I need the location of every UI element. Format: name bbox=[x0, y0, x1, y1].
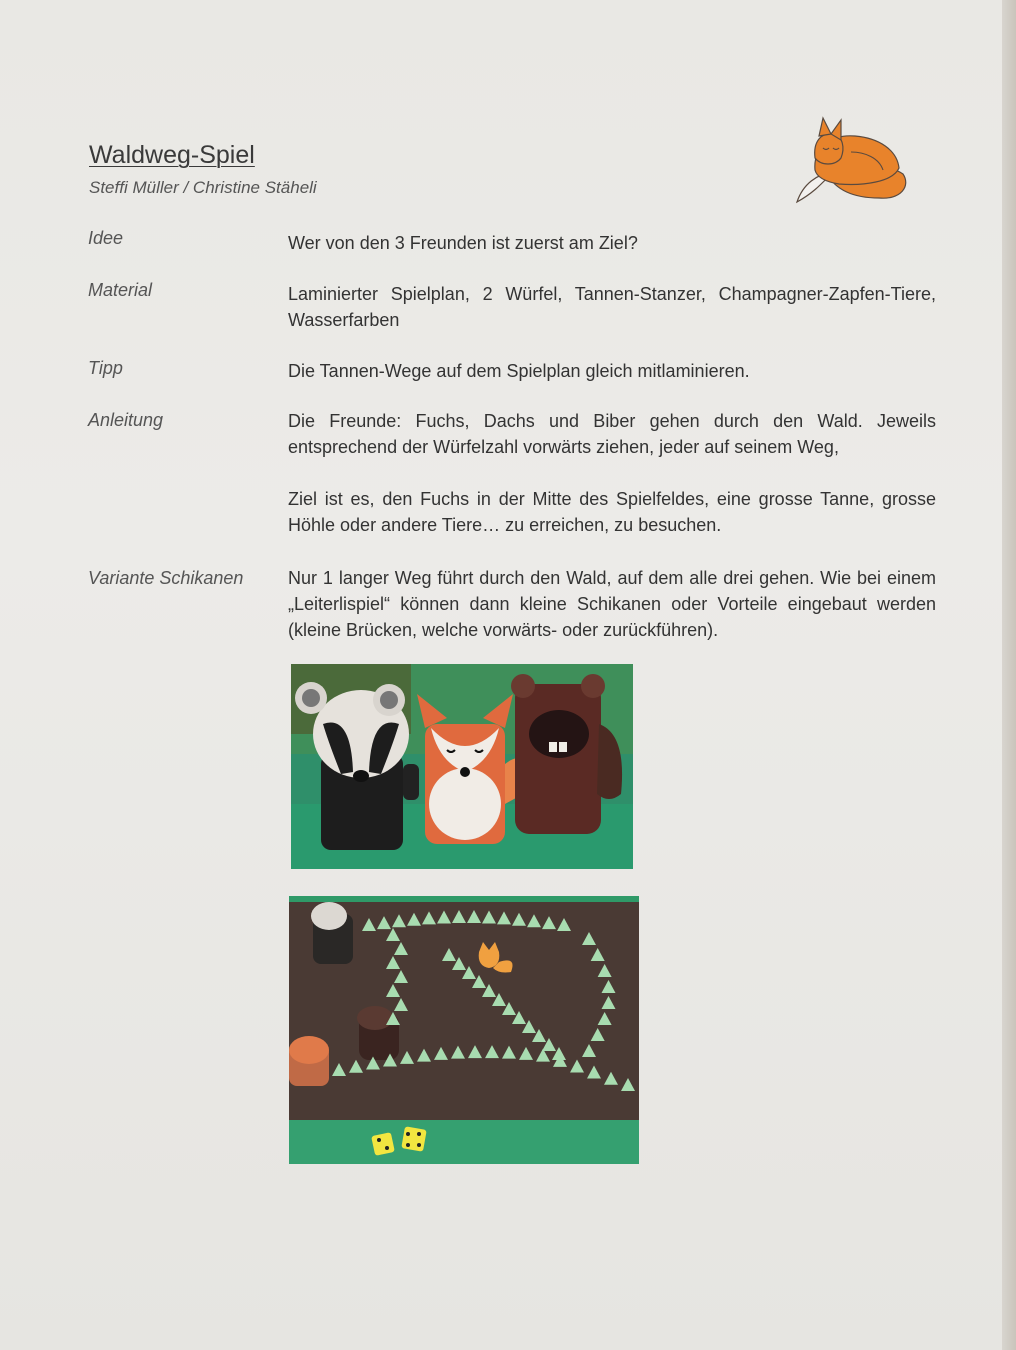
paragraph: Wer von den 3 Freunden ist zuerst am Ziel? bbox=[288, 233, 638, 253]
paragraph: Laminierter Spielplan, 2 Würfel, Tannen-Stanzer, Champagner-Zapfen-Tiere, Wasserfarben bbox=[288, 284, 936, 330]
paragraph: Die Freunde: Fuchs, Dachs und Biber gehen durch den Wald. Jeweils entsprechend der Würfelzahl vorwärts ziehen, jeder auf seinem Weg, bbox=[288, 411, 936, 457]
section-text bbox=[288, 565, 936, 643]
section-label: Tipp bbox=[88, 358, 123, 378]
section-text bbox=[288, 408, 936, 538]
document-title: Waldweg-Spiel bbox=[89, 141, 255, 169]
section-text bbox=[288, 358, 936, 384]
cork-animal-figures-photo bbox=[291, 664, 633, 869]
fox-game-piece bbox=[289, 1036, 329, 1086]
document-authors: Steffi Müller / Christine Stäheli bbox=[89, 178, 317, 197]
sheet-edge bbox=[1002, 0, 1016, 1350]
section-label: Idee bbox=[88, 228, 124, 248]
paragraph: Nur 1 langer Weg führt durch den Wald, auf dem alle drei gehen. Wie bei einem „Leiterlispiel“ können dann kleine Schikanen oder Vorteile eingebaut werden (kleine Brücken, welche vorwärts- oder zurückführen). bbox=[288, 568, 936, 640]
section-label: Anleitung bbox=[88, 410, 164, 430]
paragraph: Ziel ist es, den Fuchs in der Mitte des Spielfeldes, eine grosse Tanne, grosse Höhle oder andere Tiere… zu erreichen, zu besuchen. bbox=[288, 489, 936, 535]
section-text bbox=[288, 281, 936, 333]
sleeping-fox-icon bbox=[793, 112, 911, 204]
section-label: Variante Schikanen bbox=[88, 568, 244, 588]
game-board-photo bbox=[289, 896, 639, 1164]
paragraph: Die Tannen-Wege auf dem Spielplan gleich mitlaminieren. bbox=[288, 361, 750, 381]
section-label: Material bbox=[88, 280, 153, 300]
section-text bbox=[288, 230, 936, 256]
